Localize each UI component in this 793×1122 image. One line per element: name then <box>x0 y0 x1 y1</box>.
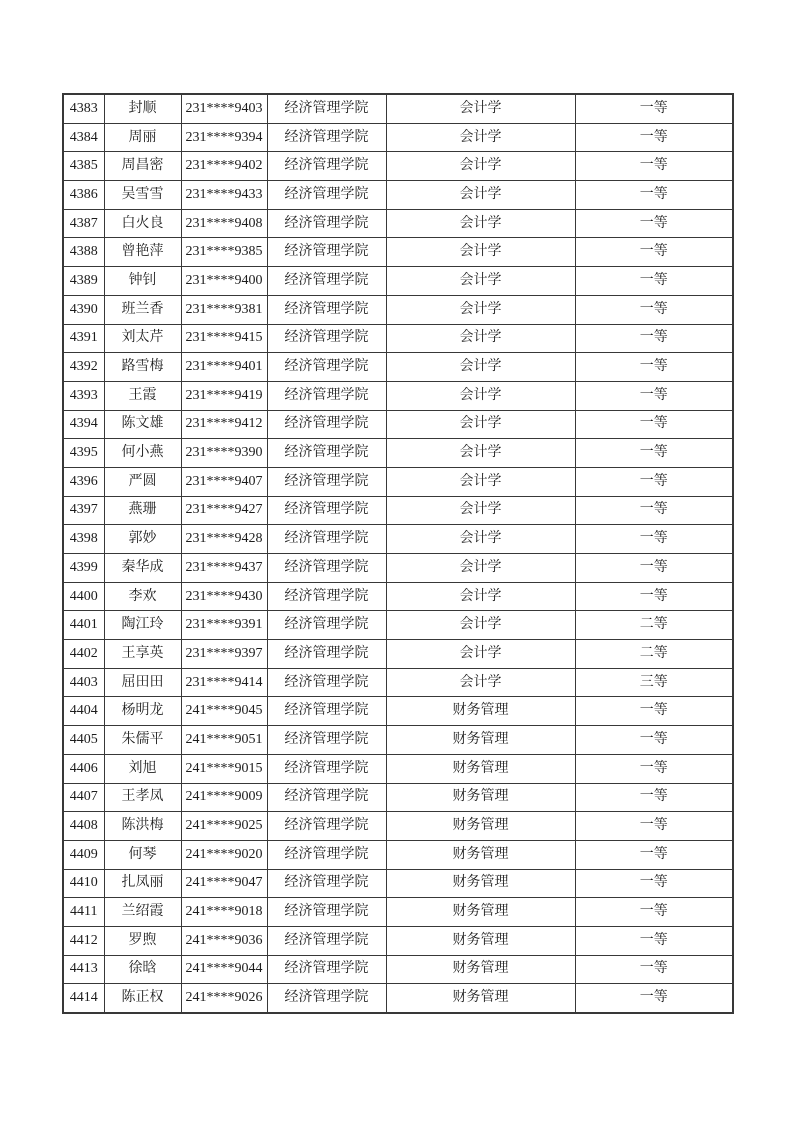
cell-masked-student-id: 231****9415 <box>181 324 267 353</box>
cell-student-name: 路雪梅 <box>104 353 181 382</box>
table-row <box>63 353 733 382</box>
table-row <box>63 726 733 755</box>
table-row <box>63 525 733 554</box>
cell-student-name: 何琴 <box>104 840 181 869</box>
cell-college: 经济管理学院 <box>267 840 386 869</box>
table-row <box>63 582 733 611</box>
cell-college: 经济管理学院 <box>267 668 386 697</box>
cell-award-level: 一等 <box>575 410 733 439</box>
cell-award-level: 一等 <box>575 783 733 812</box>
cell-student-name: 钟钊 <box>104 267 181 296</box>
cell-award-level: 二等 <box>575 640 733 669</box>
cell-student-name: 白火良 <box>104 209 181 238</box>
cell-masked-student-id: 231****9414 <box>181 668 267 697</box>
table-row <box>63 611 733 640</box>
table-row <box>63 668 733 697</box>
cell-masked-student-id: 231****9385 <box>181 238 267 267</box>
cell-masked-student-id: 231****9394 <box>181 123 267 152</box>
cell-college: 经济管理学院 <box>267 984 386 1013</box>
cell-student-name: 班兰香 <box>104 295 181 324</box>
cell-major: 财务管理 <box>386 697 575 726</box>
table-row <box>63 381 733 410</box>
cell-award-level: 一等 <box>575 697 733 726</box>
table-row <box>63 955 733 984</box>
cell-serial-number: 4405 <box>63 726 104 755</box>
cell-college: 经济管理学院 <box>267 525 386 554</box>
cell-award-level: 一等 <box>575 898 733 927</box>
cell-award-level: 一等 <box>575 381 733 410</box>
cell-major: 财务管理 <box>386 869 575 898</box>
cell-masked-student-id: 231****9401 <box>181 353 267 382</box>
cell-masked-student-id: 231****9433 <box>181 181 267 210</box>
cell-award-level: 一等 <box>575 984 733 1013</box>
cell-serial-number: 4412 <box>63 926 104 955</box>
cell-award-level: 一等 <box>575 496 733 525</box>
cell-serial-number: 4384 <box>63 123 104 152</box>
cell-major: 会计学 <box>386 94 575 123</box>
cell-award-level: 一等 <box>575 726 733 755</box>
cell-major: 财务管理 <box>386 754 575 783</box>
cell-award-level: 一等 <box>575 840 733 869</box>
cell-serial-number: 4390 <box>63 295 104 324</box>
cell-major: 会计学 <box>386 439 575 468</box>
table-row <box>63 496 733 525</box>
cell-major: 会计学 <box>386 611 575 640</box>
table-row <box>63 812 733 841</box>
table-row <box>63 123 733 152</box>
cell-award-level: 一等 <box>575 295 733 324</box>
cell-student-name: 朱儒平 <box>104 726 181 755</box>
cell-award-level: 一等 <box>575 181 733 210</box>
cell-college: 经济管理学院 <box>267 812 386 841</box>
cell-student-name: 周昌密 <box>104 152 181 181</box>
cell-serial-number: 4413 <box>63 955 104 984</box>
cell-award-level: 三等 <box>575 668 733 697</box>
table-row <box>63 554 733 583</box>
cell-college: 经济管理学院 <box>267 582 386 611</box>
cell-major: 会计学 <box>386 181 575 210</box>
cell-award-level: 一等 <box>575 209 733 238</box>
table-row <box>63 181 733 210</box>
cell-major: 财务管理 <box>386 726 575 755</box>
cell-major: 会计学 <box>386 123 575 152</box>
table-row <box>63 467 733 496</box>
cell-student-name: 何小燕 <box>104 439 181 468</box>
cell-award-level: 一等 <box>575 467 733 496</box>
cell-major: 会计学 <box>386 381 575 410</box>
cell-serial-number: 4397 <box>63 496 104 525</box>
cell-student-name: 徐晗 <box>104 955 181 984</box>
cell-masked-student-id: 231****9403 <box>181 94 267 123</box>
cell-serial-number: 4403 <box>63 668 104 697</box>
cell-masked-student-id: 231****9412 <box>181 410 267 439</box>
cell-masked-student-id: 241****9047 <box>181 869 267 898</box>
cell-student-name: 扎凤丽 <box>104 869 181 898</box>
cell-serial-number: 4400 <box>63 582 104 611</box>
cell-award-level: 一等 <box>575 238 733 267</box>
cell-masked-student-id: 231****9397 <box>181 640 267 669</box>
cell-award-level: 一等 <box>575 123 733 152</box>
cell-award-level: 一等 <box>575 152 733 181</box>
cell-student-name: 陈文雄 <box>104 410 181 439</box>
cell-college: 经济管理学院 <box>267 783 386 812</box>
cell-masked-student-id: 241****9015 <box>181 754 267 783</box>
cell-student-name: 杨明龙 <box>104 697 181 726</box>
cell-student-name: 罗煦 <box>104 926 181 955</box>
cell-major: 财务管理 <box>386 898 575 927</box>
table-row <box>63 898 733 927</box>
cell-major: 会计学 <box>386 525 575 554</box>
cell-student-name: 吴雪雪 <box>104 181 181 210</box>
cell-student-name: 李欢 <box>104 582 181 611</box>
cell-award-level: 一等 <box>575 754 733 783</box>
cell-masked-student-id: 241****9036 <box>181 926 267 955</box>
cell-major: 财务管理 <box>386 840 575 869</box>
cell-student-name: 郭妙 <box>104 525 181 554</box>
cell-college: 经济管理学院 <box>267 726 386 755</box>
cell-college: 经济管理学院 <box>267 181 386 210</box>
table-row <box>63 869 733 898</box>
cell-serial-number: 4401 <box>63 611 104 640</box>
cell-college: 经济管理学院 <box>267 869 386 898</box>
table-row <box>63 324 733 353</box>
table-row <box>63 926 733 955</box>
cell-serial-number: 4404 <box>63 697 104 726</box>
cell-college: 经济管理学院 <box>267 238 386 267</box>
table-row <box>63 984 733 1013</box>
table-row <box>63 267 733 296</box>
cell-masked-student-id: 231****9400 <box>181 267 267 296</box>
cell-student-name: 曾艳萍 <box>104 238 181 267</box>
cell-major: 会计学 <box>386 152 575 181</box>
cell-major: 财务管理 <box>386 926 575 955</box>
cell-major: 会计学 <box>386 582 575 611</box>
results-table-body <box>63 94 733 1013</box>
cell-serial-number: 4402 <box>63 640 104 669</box>
cell-college: 经济管理学院 <box>267 324 386 353</box>
cell-student-name: 严圆 <box>104 467 181 496</box>
cell-serial-number: 4396 <box>63 467 104 496</box>
cell-college: 经济管理学院 <box>267 611 386 640</box>
cell-award-level: 一等 <box>575 926 733 955</box>
cell-serial-number: 4394 <box>63 410 104 439</box>
cell-award-level: 一等 <box>575 94 733 123</box>
cell-major: 会计学 <box>386 668 575 697</box>
cell-serial-number: 4385 <box>63 152 104 181</box>
cell-masked-student-id: 241****9009 <box>181 783 267 812</box>
results-table <box>62 93 734 1014</box>
cell-masked-student-id: 231****9391 <box>181 611 267 640</box>
table-row <box>63 152 733 181</box>
cell-serial-number: 4399 <box>63 554 104 583</box>
cell-masked-student-id: 231****9427 <box>181 496 267 525</box>
cell-major: 会计学 <box>386 640 575 669</box>
cell-masked-student-id: 231****9428 <box>181 525 267 554</box>
cell-major: 会计学 <box>386 554 575 583</box>
cell-serial-number: 4414 <box>63 984 104 1013</box>
cell-award-level: 一等 <box>575 582 733 611</box>
cell-award-level: 一等 <box>575 439 733 468</box>
table-row <box>63 640 733 669</box>
cell-award-level: 一等 <box>575 869 733 898</box>
cell-college: 经济管理学院 <box>267 410 386 439</box>
cell-masked-student-id: 241****9026 <box>181 984 267 1013</box>
cell-serial-number: 4407 <box>63 783 104 812</box>
cell-serial-number: 4408 <box>63 812 104 841</box>
cell-masked-student-id: 231****9407 <box>181 467 267 496</box>
cell-serial-number: 4388 <box>63 238 104 267</box>
cell-serial-number: 4398 <box>63 525 104 554</box>
table-row <box>63 439 733 468</box>
cell-college: 经济管理学院 <box>267 209 386 238</box>
cell-student-name: 陈正权 <box>104 984 181 1013</box>
cell-college: 经济管理学院 <box>267 640 386 669</box>
cell-major: 会计学 <box>386 238 575 267</box>
cell-award-level: 一等 <box>575 525 733 554</box>
cell-college: 经济管理学院 <box>267 754 386 783</box>
cell-student-name: 王孝凤 <box>104 783 181 812</box>
cell-masked-student-id: 231****9437 <box>181 554 267 583</box>
cell-serial-number: 4387 <box>63 209 104 238</box>
cell-award-level: 二等 <box>575 611 733 640</box>
cell-student-name: 燕珊 <box>104 496 181 525</box>
cell-award-level: 一等 <box>575 267 733 296</box>
cell-award-level: 一等 <box>575 955 733 984</box>
cell-masked-student-id: 231****9430 <box>181 582 267 611</box>
cell-masked-student-id: 231****9419 <box>181 381 267 410</box>
cell-major: 会计学 <box>386 467 575 496</box>
cell-major: 会计学 <box>386 209 575 238</box>
cell-college: 经济管理学院 <box>267 439 386 468</box>
cell-masked-student-id: 231****9381 <box>181 295 267 324</box>
cell-major: 财务管理 <box>386 984 575 1013</box>
cell-masked-student-id: 241****9045 <box>181 697 267 726</box>
cell-major: 会计学 <box>386 267 575 296</box>
cell-masked-student-id: 241****9018 <box>181 898 267 927</box>
cell-masked-student-id: 241****9044 <box>181 955 267 984</box>
cell-student-name: 屈田田 <box>104 668 181 697</box>
cell-masked-student-id: 241****9025 <box>181 812 267 841</box>
table-row <box>63 754 733 783</box>
cell-masked-student-id: 231****9390 <box>181 439 267 468</box>
cell-masked-student-id: 241****9020 <box>181 840 267 869</box>
cell-college: 经济管理学院 <box>267 898 386 927</box>
cell-award-level: 一等 <box>575 554 733 583</box>
cell-major: 财务管理 <box>386 783 575 812</box>
cell-major: 财务管理 <box>386 812 575 841</box>
cell-major: 会计学 <box>386 353 575 382</box>
cell-major: 财务管理 <box>386 955 575 984</box>
cell-award-level: 一等 <box>575 353 733 382</box>
cell-serial-number: 4386 <box>63 181 104 210</box>
cell-serial-number: 4391 <box>63 324 104 353</box>
table-row <box>63 94 733 123</box>
cell-serial-number: 4406 <box>63 754 104 783</box>
cell-major: 会计学 <box>386 295 575 324</box>
cell-award-level: 一等 <box>575 812 733 841</box>
cell-college: 经济管理学院 <box>267 123 386 152</box>
cell-college: 经济管理学院 <box>267 295 386 324</box>
cell-serial-number: 4392 <box>63 353 104 382</box>
cell-serial-number: 4410 <box>63 869 104 898</box>
cell-student-name: 封顺 <box>104 94 181 123</box>
cell-serial-number: 4395 <box>63 439 104 468</box>
cell-college: 经济管理学院 <box>267 152 386 181</box>
cell-serial-number: 4409 <box>63 840 104 869</box>
cell-student-name: 陶江玲 <box>104 611 181 640</box>
table-row <box>63 840 733 869</box>
cell-college: 经济管理学院 <box>267 697 386 726</box>
table-row <box>63 783 733 812</box>
cell-serial-number: 4411 <box>63 898 104 927</box>
table-row <box>63 238 733 267</box>
cell-masked-student-id: 231****9408 <box>181 209 267 238</box>
table-row <box>63 209 733 238</box>
cell-college: 经济管理学院 <box>267 496 386 525</box>
cell-college: 经济管理学院 <box>267 381 386 410</box>
cell-college: 经济管理学院 <box>267 267 386 296</box>
cell-major: 会计学 <box>386 496 575 525</box>
cell-major: 会计学 <box>386 410 575 439</box>
cell-student-name: 秦华成 <box>104 554 181 583</box>
cell-student-name: 周丽 <box>104 123 181 152</box>
cell-student-name: 刘太芹 <box>104 324 181 353</box>
cell-award-level: 一等 <box>575 324 733 353</box>
cell-college: 经济管理学院 <box>267 926 386 955</box>
cell-student-name: 兰绍霞 <box>104 898 181 927</box>
cell-student-name: 王霞 <box>104 381 181 410</box>
cell-student-name: 陈洪梅 <box>104 812 181 841</box>
cell-college: 经济管理学院 <box>267 955 386 984</box>
cell-college: 经济管理学院 <box>267 353 386 382</box>
cell-serial-number: 4383 <box>63 94 104 123</box>
cell-serial-number: 4393 <box>63 381 104 410</box>
cell-college: 经济管理学院 <box>267 554 386 583</box>
cell-student-name: 刘旭 <box>104 754 181 783</box>
cell-masked-student-id: 241****9051 <box>181 726 267 755</box>
table-row <box>63 410 733 439</box>
table-row <box>63 697 733 726</box>
cell-major: 会计学 <box>386 324 575 353</box>
cell-college: 经济管理学院 <box>267 467 386 496</box>
cell-serial-number: 4389 <box>63 267 104 296</box>
cell-college: 经济管理学院 <box>267 94 386 123</box>
cell-masked-student-id: 231****9402 <box>181 152 267 181</box>
table-row <box>63 295 733 324</box>
cell-student-name: 王享英 <box>104 640 181 669</box>
